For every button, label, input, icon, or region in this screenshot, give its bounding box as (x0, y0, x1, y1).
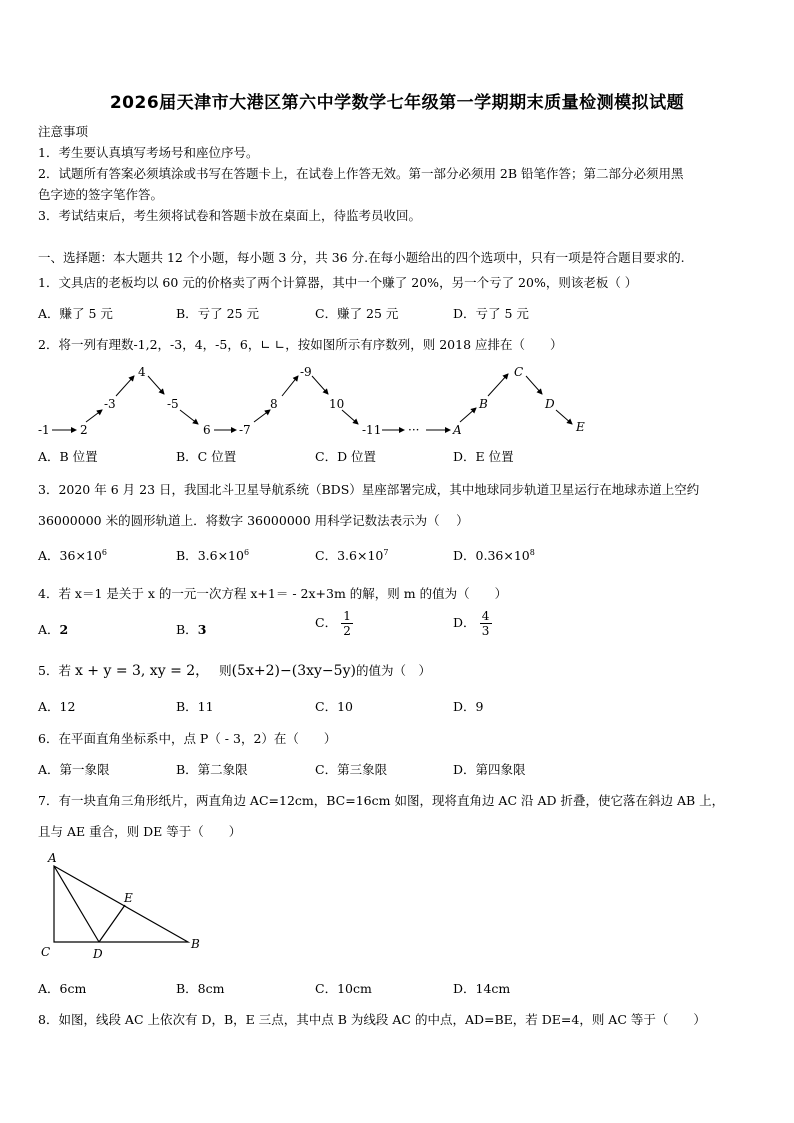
q5-option-d: D．9 (453, 699, 484, 714)
seq-label-5: -5 (167, 397, 179, 411)
seq-label-c: C (514, 365, 524, 379)
q5-stem: 5．若 x + y = 3, xy = 2， 则(5x+2)−(3xy−5y)的值为（ ） (38, 663, 431, 679)
q7-option-a: A．6cm (38, 981, 87, 996)
q1-option-a: A．赚了 5 元 (38, 306, 113, 321)
seq-label-4: 4 (138, 365, 146, 379)
q3-stem-line1: 3．2020 年 6 月 23 日，我国北斗卫星导航系统（BDS）星座部署完成，其中地球同步轨道卫星运行在地球赤道上空约 (38, 482, 700, 497)
q3-option-d: D．$0.36\times 10^8$ (453, 547, 535, 563)
tri-label-e: E (124, 891, 133, 905)
notice-heading: 注意事项 (38, 124, 89, 139)
q6-option-a: A．第一象限 (38, 762, 110, 777)
q4-stem: 4．若 x＝1 是关于 x 的一元一次方程 x+1＝ - 2x+3m 的解，则 m 的值为（ ） (38, 586, 508, 601)
section-heading: 一、选择题：本大题共 12 个小题，每小题 3 分，共 36 分.在每小题给出的四个选项中，只有一项是符合题目要求的. (38, 250, 685, 265)
q7-option-d: D．14cm (453, 981, 511, 996)
seq-label-6: 6 (203, 423, 211, 437)
q5-option-a: A．12 (38, 699, 76, 714)
seq-label-10: 10 (329, 397, 345, 411)
q8-stem: 8．如图，线段 AC 上依次有 D，B，E 三点，其中点 B 为线段 AC 的中点，AD=BE，若 DE=4，则 AC 等于（ ） (38, 1012, 706, 1027)
q7-stem-line1: 7．有一块直角三角形纸片，两直角边 AC=12cm，BC=16cm 如图，现将直角边 AC 沿 AD 折叠，使它落在斜边 AB 上， (38, 793, 725, 808)
q6-option-c: C．第三象限 (315, 762, 388, 777)
seq-label-3: -3 (104, 397, 116, 411)
seq-ellipsis: ··· (408, 423, 420, 437)
tri-label-a: A (48, 851, 57, 865)
q3-stem-line2: 36000000 米的圆形轨道上．将数字 36000000 用科学记数法表示为（ ） (38, 513, 469, 528)
q3-option-a: A．$36\times 10^6$ (38, 547, 107, 563)
q6-stem: 6．在平面直角坐标系中，点 P（ - 3，2）在（ ） (38, 731, 337, 746)
q4-option-b: B．3 (176, 622, 207, 637)
q4-option-d: D． $\frac{4}{3}$ (453, 609, 492, 638)
seq-label-d: D (545, 397, 555, 411)
q2-option-d: D．E 位置 (453, 449, 514, 464)
q1-option-b: B．亏了 25 元 (176, 306, 260, 321)
q6-option-b: B．第二象限 (176, 762, 248, 777)
q2-option-a: A．B 位置 (38, 449, 98, 464)
seq-label-b: B (479, 397, 488, 411)
notice-item-2-cont: 色字迹的签字笔作答。 (38, 187, 164, 202)
seq-label-a: A (453, 423, 462, 437)
notice-item-3: 3．考试结束后，考生须将试卷和答题卡放在桌面上，待监考员收回。 (38, 208, 421, 223)
seq-label-9: -9 (300, 365, 312, 379)
q7-triangle-figure (36, 848, 216, 966)
notice-item-1: 1．考生要认真填写考场号和座位序号。 (38, 145, 259, 160)
q2-sequence-figure (30, 360, 610, 440)
seq-label-8: 8 (270, 397, 278, 411)
q7-option-b: B．8cm (176, 981, 225, 996)
q5-option-b: B．11 (176, 699, 214, 714)
seq-label-2: 2 (80, 423, 88, 437)
seq-label-e: E (576, 420, 585, 434)
exam-title: 2026届天津市大港区第六中学数学七年级第一学期期末质量检测模拟试题 (109, 93, 685, 113)
q3-option-c: C．$3.6\times 10^7$ (315, 547, 389, 563)
q2-option-c: C．D 位置 (315, 449, 377, 464)
q3-option-b: B．$3.6\times 10^6$ (176, 547, 250, 563)
q5-option-c: C．10 (315, 699, 353, 714)
tri-label-d: D (93, 947, 103, 961)
q2-stem: 2．将一列有理数-1,2，-3，4，-5，6，∟ ∟，按如图所示有序数列，则 2018 应排在（ ） (38, 337, 563, 352)
q7-stem-line2: 且与 AE 重合，则 DE 等于（ ） (38, 824, 242, 839)
seq-label-7: -7 (239, 423, 251, 437)
q1-option-d: D．亏了 5 元 (453, 306, 529, 321)
tri-label-c: C (41, 945, 51, 959)
q1-stem: 1．文具店的老板均以 60 元的价格卖了两个计算器，其中一个赚了 20%，另一个亏了 20%，则该老板（ ） (38, 275, 638, 290)
q4-option-a: A．2 (38, 622, 69, 637)
q6-option-d: D．第四象限 (453, 762, 526, 777)
q4-option-c: C． $\frac{1}{2}$ (315, 609, 353, 638)
seq-label-1: -1 (38, 423, 50, 437)
tri-label-b: B (191, 937, 200, 951)
q7-option-c: C．10cm (315, 981, 372, 996)
notice-item-2: 2．试题所有答案必须填涂或书写在答题卡上，在试卷上作答无效。第一部分必须用 2B 铅笔作答；第二部分必须用黑 (38, 166, 684, 181)
q2-option-b: B．C 位置 (176, 449, 237, 464)
q1-option-c: C．赚了 25 元 (315, 306, 399, 321)
seq-label-11: -11 (362, 423, 382, 437)
